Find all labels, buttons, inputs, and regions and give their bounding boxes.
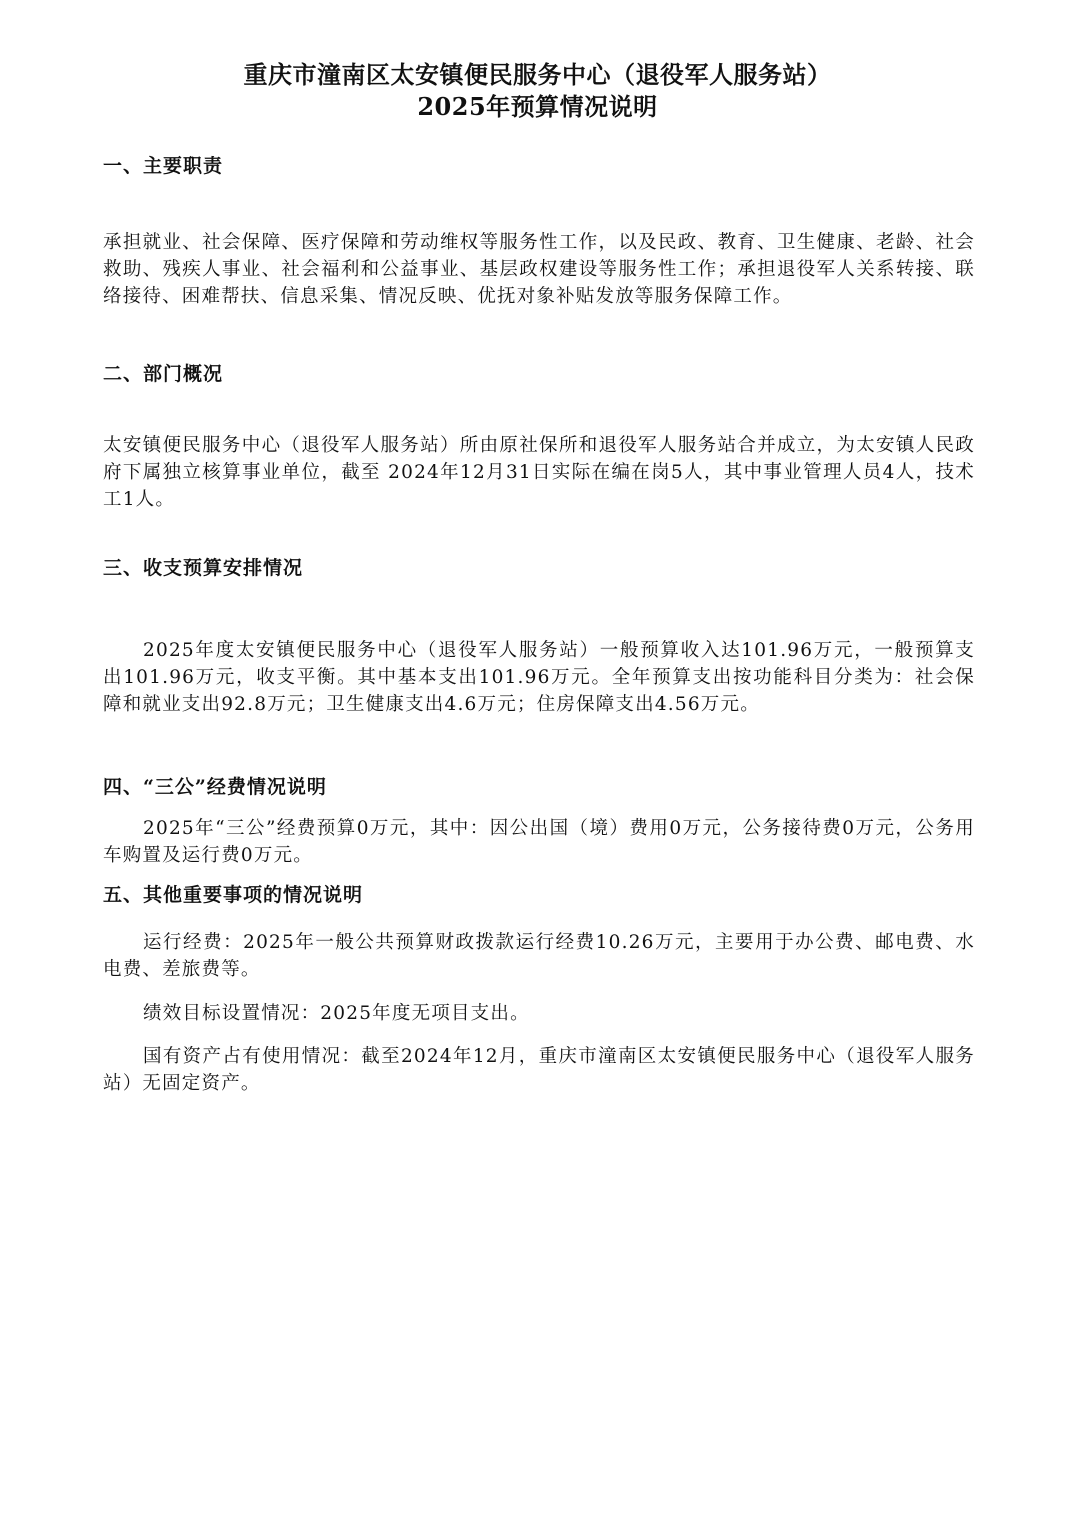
section-heading-three-public: 四、“三公”经费情况说明 — [103, 776, 327, 798]
section-heading-other-matters: 五、其他重要事项的情况说明 — [103, 884, 364, 906]
section-heading-overview: 二、部门概况 — [103, 363, 224, 385]
document-title-line1: 重庆市潼南区太安镇便民服务中心（退役军人服务站） — [243, 60, 832, 89]
section-paragraph-duties: 承担就业、社会保障、医疗保障和劳动维权等服务性工作，以及民政、教育、卫生健康、老龄、社会救助、残疾人事业、社会福利和公益事业、基层政权建设等服务性工作；承担退役军人关系转接、联络接待、困难帮扶、信息采集、情况反映、优抚对象补贴发放等服务保障工作。 — [103, 232, 975, 307]
section-heading-budget: 三、收支预算安排情况 — [103, 557, 304, 579]
section-paragraph-state-assets: 国有资产占有使用情况：截至2024年12月，重庆市潼南区太安镇便民服务中心（退役军人服务站）无固定资产。 — [103, 1046, 975, 1094]
section-paragraph-budget: 2025年度太安镇便民服务中心（退役军人服务站）一般预算收入达101.96万元，一般预算支出101.96万元，收支平衡。其中基本支出101.96万元。全年预算支出按功能科目分类为：社会保障和就业支出92.8万元；卫生健康支出4.6万元；住房保障支出4.56万元。 — [103, 640, 975, 715]
section-paragraph-operating-expenses: 运行经费：2025年一般公共预算财政拨款运行经费10.26万元，主要用于办公费、邮电费、水电费、差旅费等。 — [103, 932, 975, 980]
section-paragraph-overview: 太安镇便民服务中心（退役军人服务站）所由原社保所和退役军人服务站合并成立，为太安镇人民政府下属独立核算事业单位，截至 2024年12月31日实际在编在岗5人，其中事业管理人员4人，技术工1人。 — [103, 435, 975, 510]
document-title-line2: 2025年预算情况说明 — [417, 92, 658, 121]
section-heading-duties: 一、主要职责 — [103, 155, 224, 177]
section-paragraph-three-public: 2025年“三公”经费预算0万元，其中：因公出国（境）费用0万元，公务接待费0万元，公务用车购置及运行费0万元。 — [103, 818, 975, 866]
section-paragraph-performance-goals: 绩效目标设置情况：2025年度无项目支出。 — [143, 1003, 530, 1024]
